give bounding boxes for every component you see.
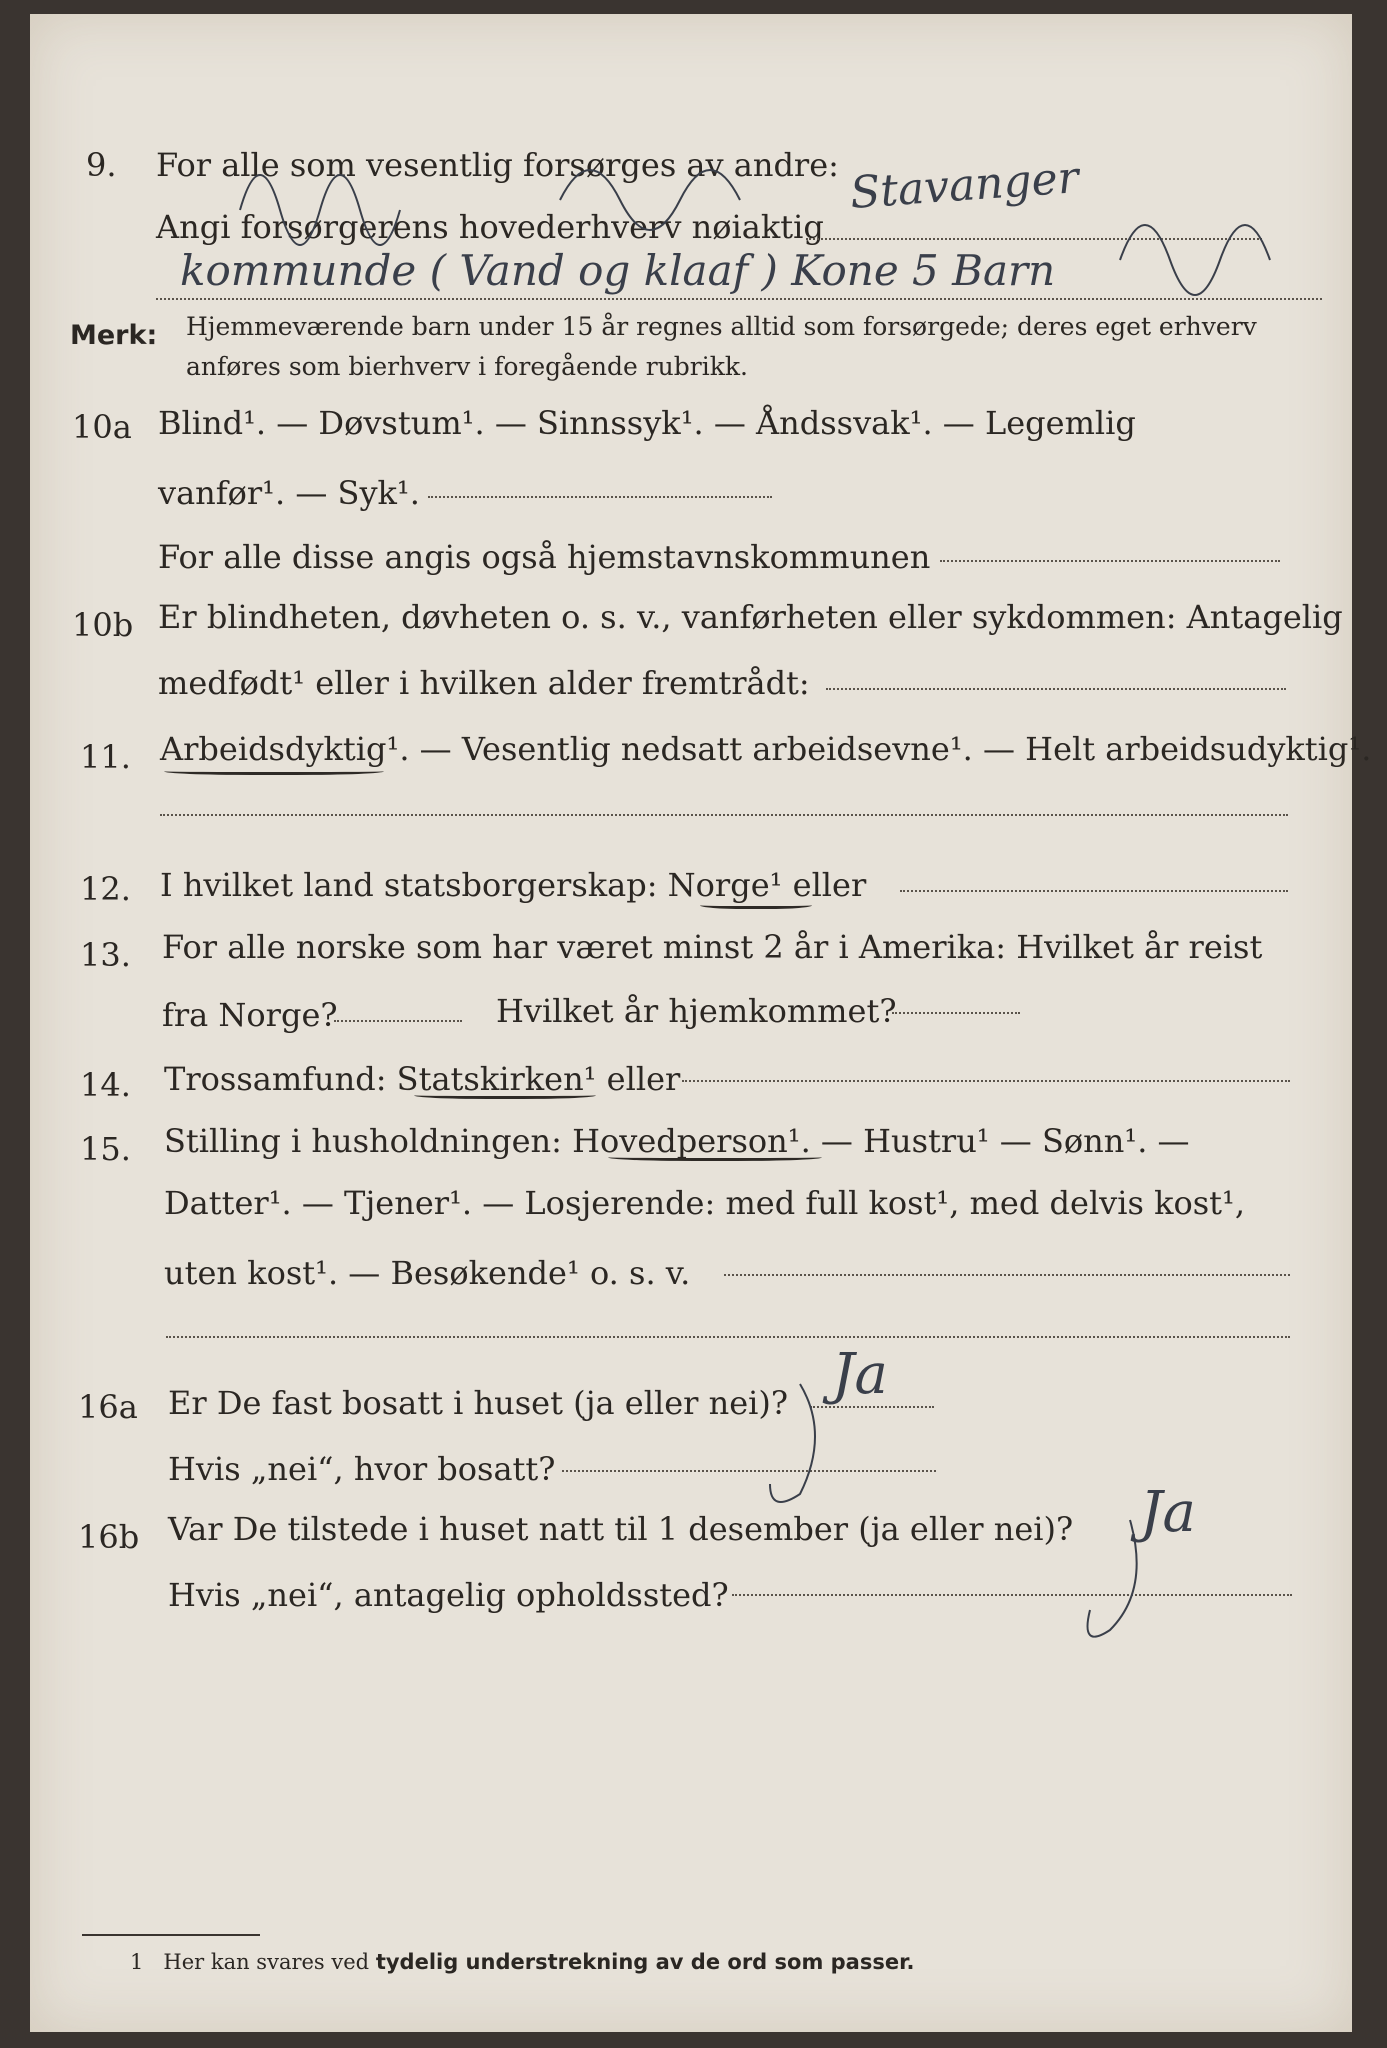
q10a-line3: For alle disse angis også hjemstavnskommunen xyxy=(158,538,931,576)
q16b-handwritten-answer: Ja xyxy=(1140,1480,1196,1545)
q16b-number: 16b xyxy=(78,1518,140,1556)
q13-line2a: fra Norge? xyxy=(162,996,338,1034)
q16b-line1: Var De tilstede i huset natt til 1 desember (ja eller nei)? xyxy=(168,1510,1074,1548)
merk-line2: anføres som bierhverv i foregående rubrikk. xyxy=(186,352,748,381)
q10a-line1: Blind¹. — Døvstum¹. — Sinnssyk¹. — Åndssvak¹. — Legemlig xyxy=(158,404,1136,442)
q13-line1: For alle norske som har været minst 2 år i Amerika: Hvilket år reist xyxy=(162,928,1263,966)
q10a-line2: vanfør¹. — Syk¹. xyxy=(158,474,420,512)
scribble-loops-mid xyxy=(560,170,740,230)
q14-number: 14. xyxy=(80,1066,131,1104)
merk-label: Merk: xyxy=(70,320,158,351)
q11-line1: Arbeidsdyktig¹. — Vesentlig nedsatt arbeidsevne¹. — Helt arbeidsudyktig¹. xyxy=(160,730,1372,768)
scribble-loops-right xyxy=(1120,225,1270,295)
q15-line3: uten kost¹. — Besøkende¹ o. s. v. xyxy=(164,1254,691,1292)
q9-handwritten-occupation: kommunde ( Vand og klaaf ) Kone 5 Barn xyxy=(180,246,1056,295)
footnote-plain: Her kan svares ved xyxy=(163,1950,370,1974)
footnote-bold: tydelig understrekning av de ord som passer. xyxy=(375,1950,915,1974)
q16a-handwritten-answer: Ja xyxy=(832,1342,888,1407)
q15-line1: Stilling i husholdningen: Hovedperson¹. — Hustru¹ — Sønn¹. — xyxy=(164,1122,1190,1160)
q15-number: 15. xyxy=(80,1130,131,1168)
q10b-number: 10b xyxy=(72,606,134,644)
q12-line1: I hvilket land statsborgerskap: Norge¹ eller xyxy=(160,866,867,904)
q11-number: 11. xyxy=(80,738,131,776)
merk-line1: Hjemmeværende barn under 15 år regnes alltid som forsørgede; deres eget erhverv xyxy=(186,312,1257,341)
q9-handwritten-place: Stavanger xyxy=(848,152,1081,219)
q13-number: 13. xyxy=(80,936,131,974)
ja-tail-16a xyxy=(770,1384,815,1502)
q12-number: 12. xyxy=(80,870,131,908)
q9-line2: Angi forsørgerens hovederhverv nøiaktig xyxy=(156,208,824,246)
ja-tail-16b xyxy=(1088,1520,1137,1637)
q9-line1: For alle som vesentlig forsørges av andre: xyxy=(156,146,839,184)
q10b-line1: Er blindheten, døvheten o. s. v., vanførheten eller sykdommen: Antagelig xyxy=(158,598,1343,636)
q16a-line1: Er De fast bosatt i huset (ja eller nei)? xyxy=(168,1384,789,1422)
q9-number: 9. xyxy=(86,146,117,184)
q16b-line2: Hvis „nei“, antagelig opholdssted? xyxy=(168,1576,729,1614)
scribble-loops-left xyxy=(240,175,400,245)
q16a-number: 16a xyxy=(78,1388,138,1426)
q16a-line2: Hvis „nei“, hvor bosatt? xyxy=(168,1450,556,1488)
q13-line2b: Hvilket år hjemkommet? xyxy=(496,992,897,1030)
q14-line1: Trossamfund: Statskirken¹ eller xyxy=(164,1060,681,1098)
footnote-mark: 1 xyxy=(130,1950,144,1974)
q15-line2: Datter¹. — Tjener¹. — Losjerende: med full kost¹, med delvis kost¹, xyxy=(164,1184,1246,1222)
q10a-number: 10a xyxy=(72,408,132,446)
q10b-line2: medfødt¹ eller i hvilken alder fremtrådt: xyxy=(158,664,810,702)
